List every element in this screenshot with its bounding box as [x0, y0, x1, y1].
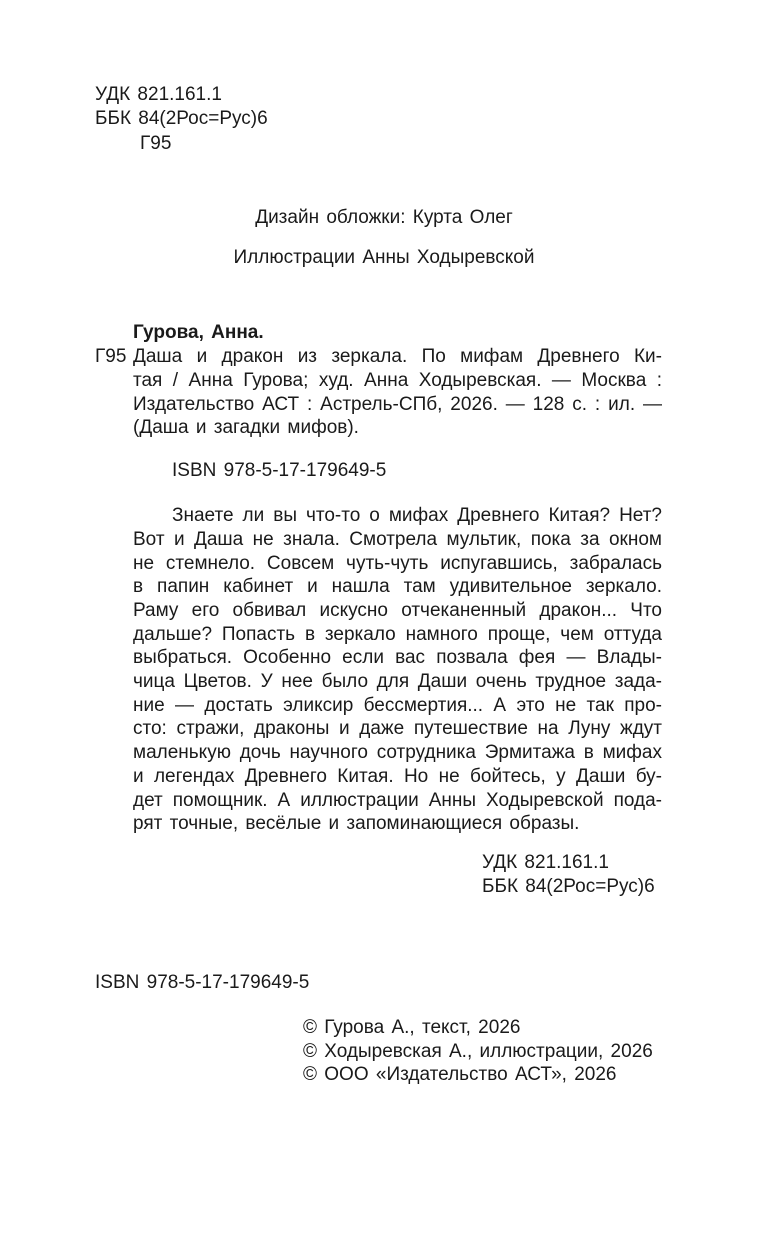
annotation-line: рят точные, весёлые и запоминающиеся образы. — [133, 813, 580, 834]
annotation-line: сто: стражи, драконы и даже путешествие на Луну ждут — [133, 718, 662, 739]
udk-code: УДК 821.161.1 — [95, 84, 222, 105]
record-author: Гурова, Анна. — [133, 322, 264, 343]
record-line: Издательство АСТ : Астрель-СПб, 2026. — 128 с. : ил. — — [133, 394, 662, 415]
record-line: Даша и дракон из зеркала. По мифам Древнего Ки- — [133, 346, 662, 367]
record-line: тая / Анна Гурова; худ. Анна Ходыревская. — Москва : — [133, 370, 662, 391]
isbn: ISBN 978-5-17-179649-5 — [95, 972, 310, 993]
cover-design-credit: Дизайн обложки: Курта Олег — [255, 207, 513, 228]
annotation-line: в папин кабинет и нашла там удивительное зеркало. — [133, 576, 662, 597]
copyright-line: © ООО «Издательство АСТ», 2026 — [303, 1064, 617, 1085]
udk-code-bottom: УДК 821.161.1 — [482, 852, 609, 873]
copyright-line: © Ходыревская А., иллюстрации, 2026 — [303, 1041, 653, 1062]
annotation-line: дет помощник. А иллюстрации Анны Ходыревской пода- — [133, 790, 662, 811]
annotation-line: выбраться. Особенно если вас позвала фея — Влады- — [133, 647, 662, 668]
bbk-code-bottom: ББК 84(2Рос=Рус)6 — [482, 876, 655, 897]
bbk-code: ББК 84(2Рос=Рус)6 — [95, 108, 268, 129]
annotation-line: Вот и Даша не знала. Смотрела мультик, пока за окном — [133, 529, 662, 550]
annotation-line: дальше? Попасть в зеркало намного проще, чем оттуда — [133, 624, 662, 645]
record-isbn: ISBN 978-5-17-179649-5 — [172, 460, 387, 481]
annotation-line: и легендах Древнего Китая. Но не бойтесь, у Даши бу- — [133, 766, 662, 787]
copyright-line: © Гурова А., текст, 2026 — [303, 1017, 521, 1038]
illustrations-credit: Иллюстрации Анны Ходыревской — [233, 247, 535, 268]
annotation-line: маленькую дочь научного сотрудника Эрмитажа в мифах — [133, 742, 662, 763]
annotation-line: чица Цветов. У нее было для Даши очень трудное зада- — [133, 671, 662, 692]
annotation-line: ние — достать эликсир бессмертия... А это не так про- — [133, 695, 662, 716]
record-author-mark: Г95 — [95, 346, 127, 367]
record-line: (Даша и загадки мифов). — [133, 417, 359, 438]
annotation-line: Раму его обвивал искусно отчеканенный дракон... Что — [133, 600, 662, 621]
annotation-line: Знаете ли вы что-то о мифах Древнего Китая? Нет? — [172, 505, 662, 526]
annotation-line: не стемнело. Совсем чуть-чуть испугавшись, забралась — [133, 553, 662, 574]
author-mark: Г95 — [140, 133, 172, 154]
